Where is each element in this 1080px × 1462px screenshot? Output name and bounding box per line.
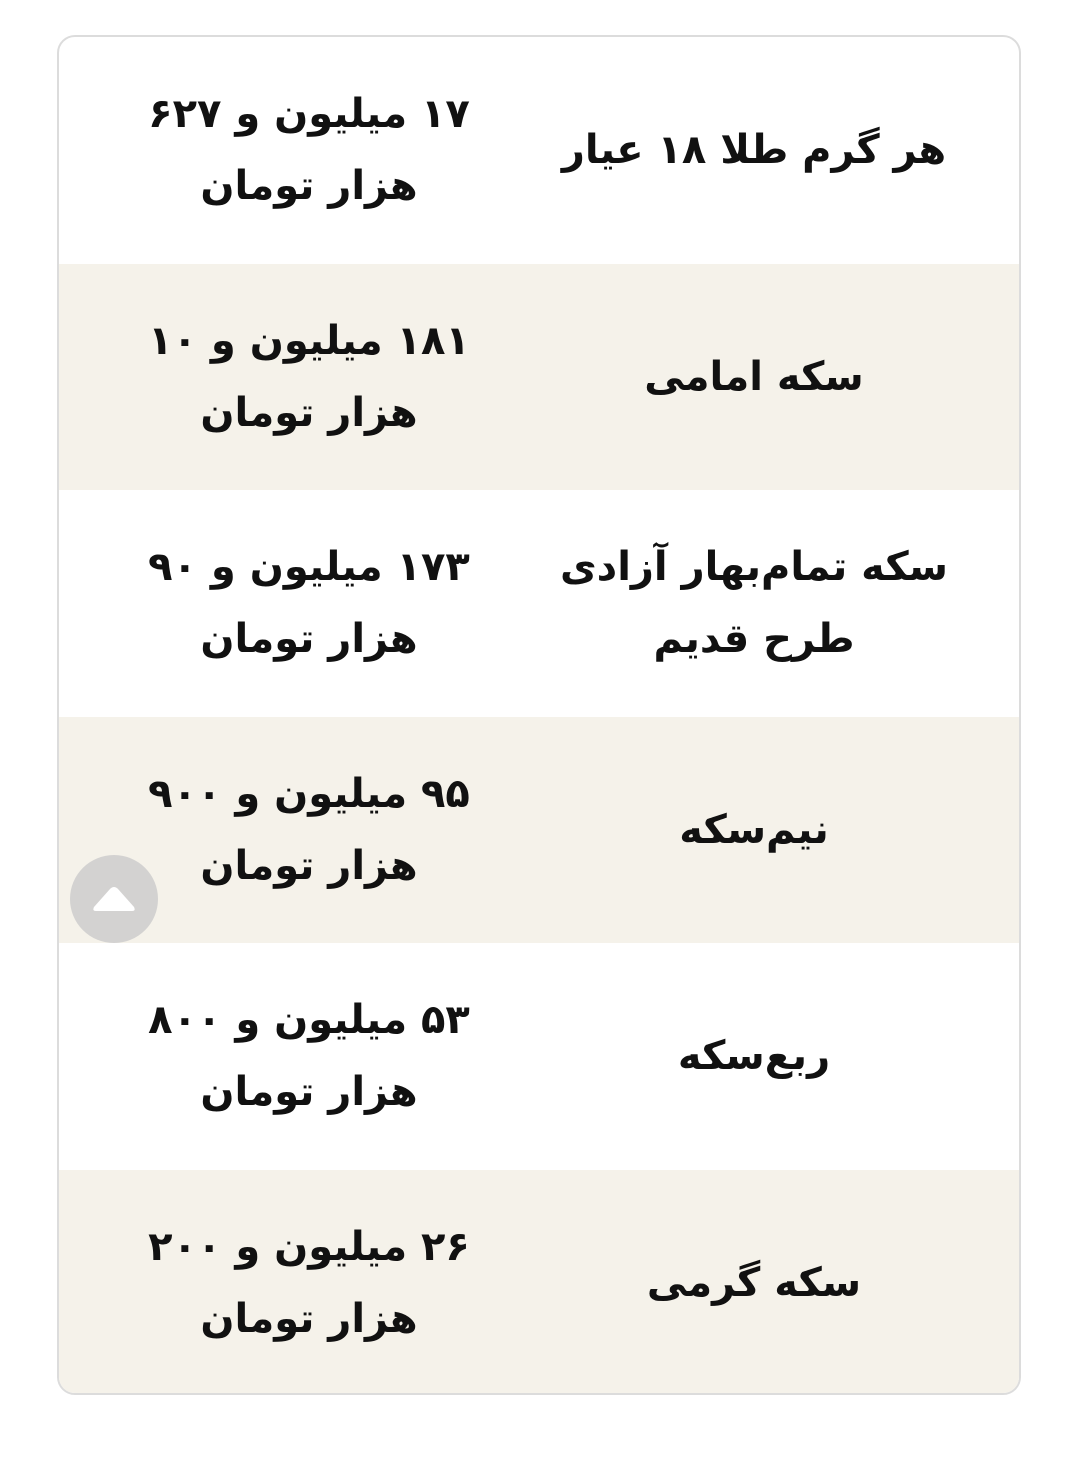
table-row (59, 37, 1019, 264)
item-name-cell: هر گرم طلا ۱۸ عیار (561, 127, 947, 174)
item-name-cell: نیم‌سکه (679, 806, 829, 853)
scroll-to-top-button[interactable] (70, 855, 158, 943)
table-row (59, 717, 1019, 944)
table-row (59, 490, 1019, 717)
item-name-cell: سکه تمام‌بهار آزادی طرح قدیم (560, 544, 948, 663)
item-name-cell: سکه امامی (644, 353, 864, 400)
table-row (59, 943, 1019, 1170)
item-price-cell: ۱۷ میلیون و ۶۲۷ هزار تومان (148, 91, 470, 210)
item-price-cell: ۵۳ میلیون و ۸۰۰ هزار تومان (148, 997, 470, 1116)
table-row (59, 1170, 1019, 1396)
table-row (59, 264, 1019, 491)
triangle-up-icon (91, 884, 137, 914)
item-price-cell: ۱۸۱ میلیون و ۱۰ هزار تومان (148, 317, 470, 436)
item-name-cell: سکه گرمی (646, 1259, 862, 1306)
gold-price-table (57, 35, 1021, 1395)
item-name-cell: ربع‌سکه (677, 1033, 831, 1080)
item-price-cell: ۹۵ میلیون و ۹۰۰ هزار تومان (148, 770, 470, 889)
item-price-cell: ۲۶ میلیون و ۲۰۰ هزار تومان (148, 1223, 470, 1342)
item-price-cell: ۱۷۳ میلیون و ۹۰ هزار تومان (148, 544, 470, 663)
